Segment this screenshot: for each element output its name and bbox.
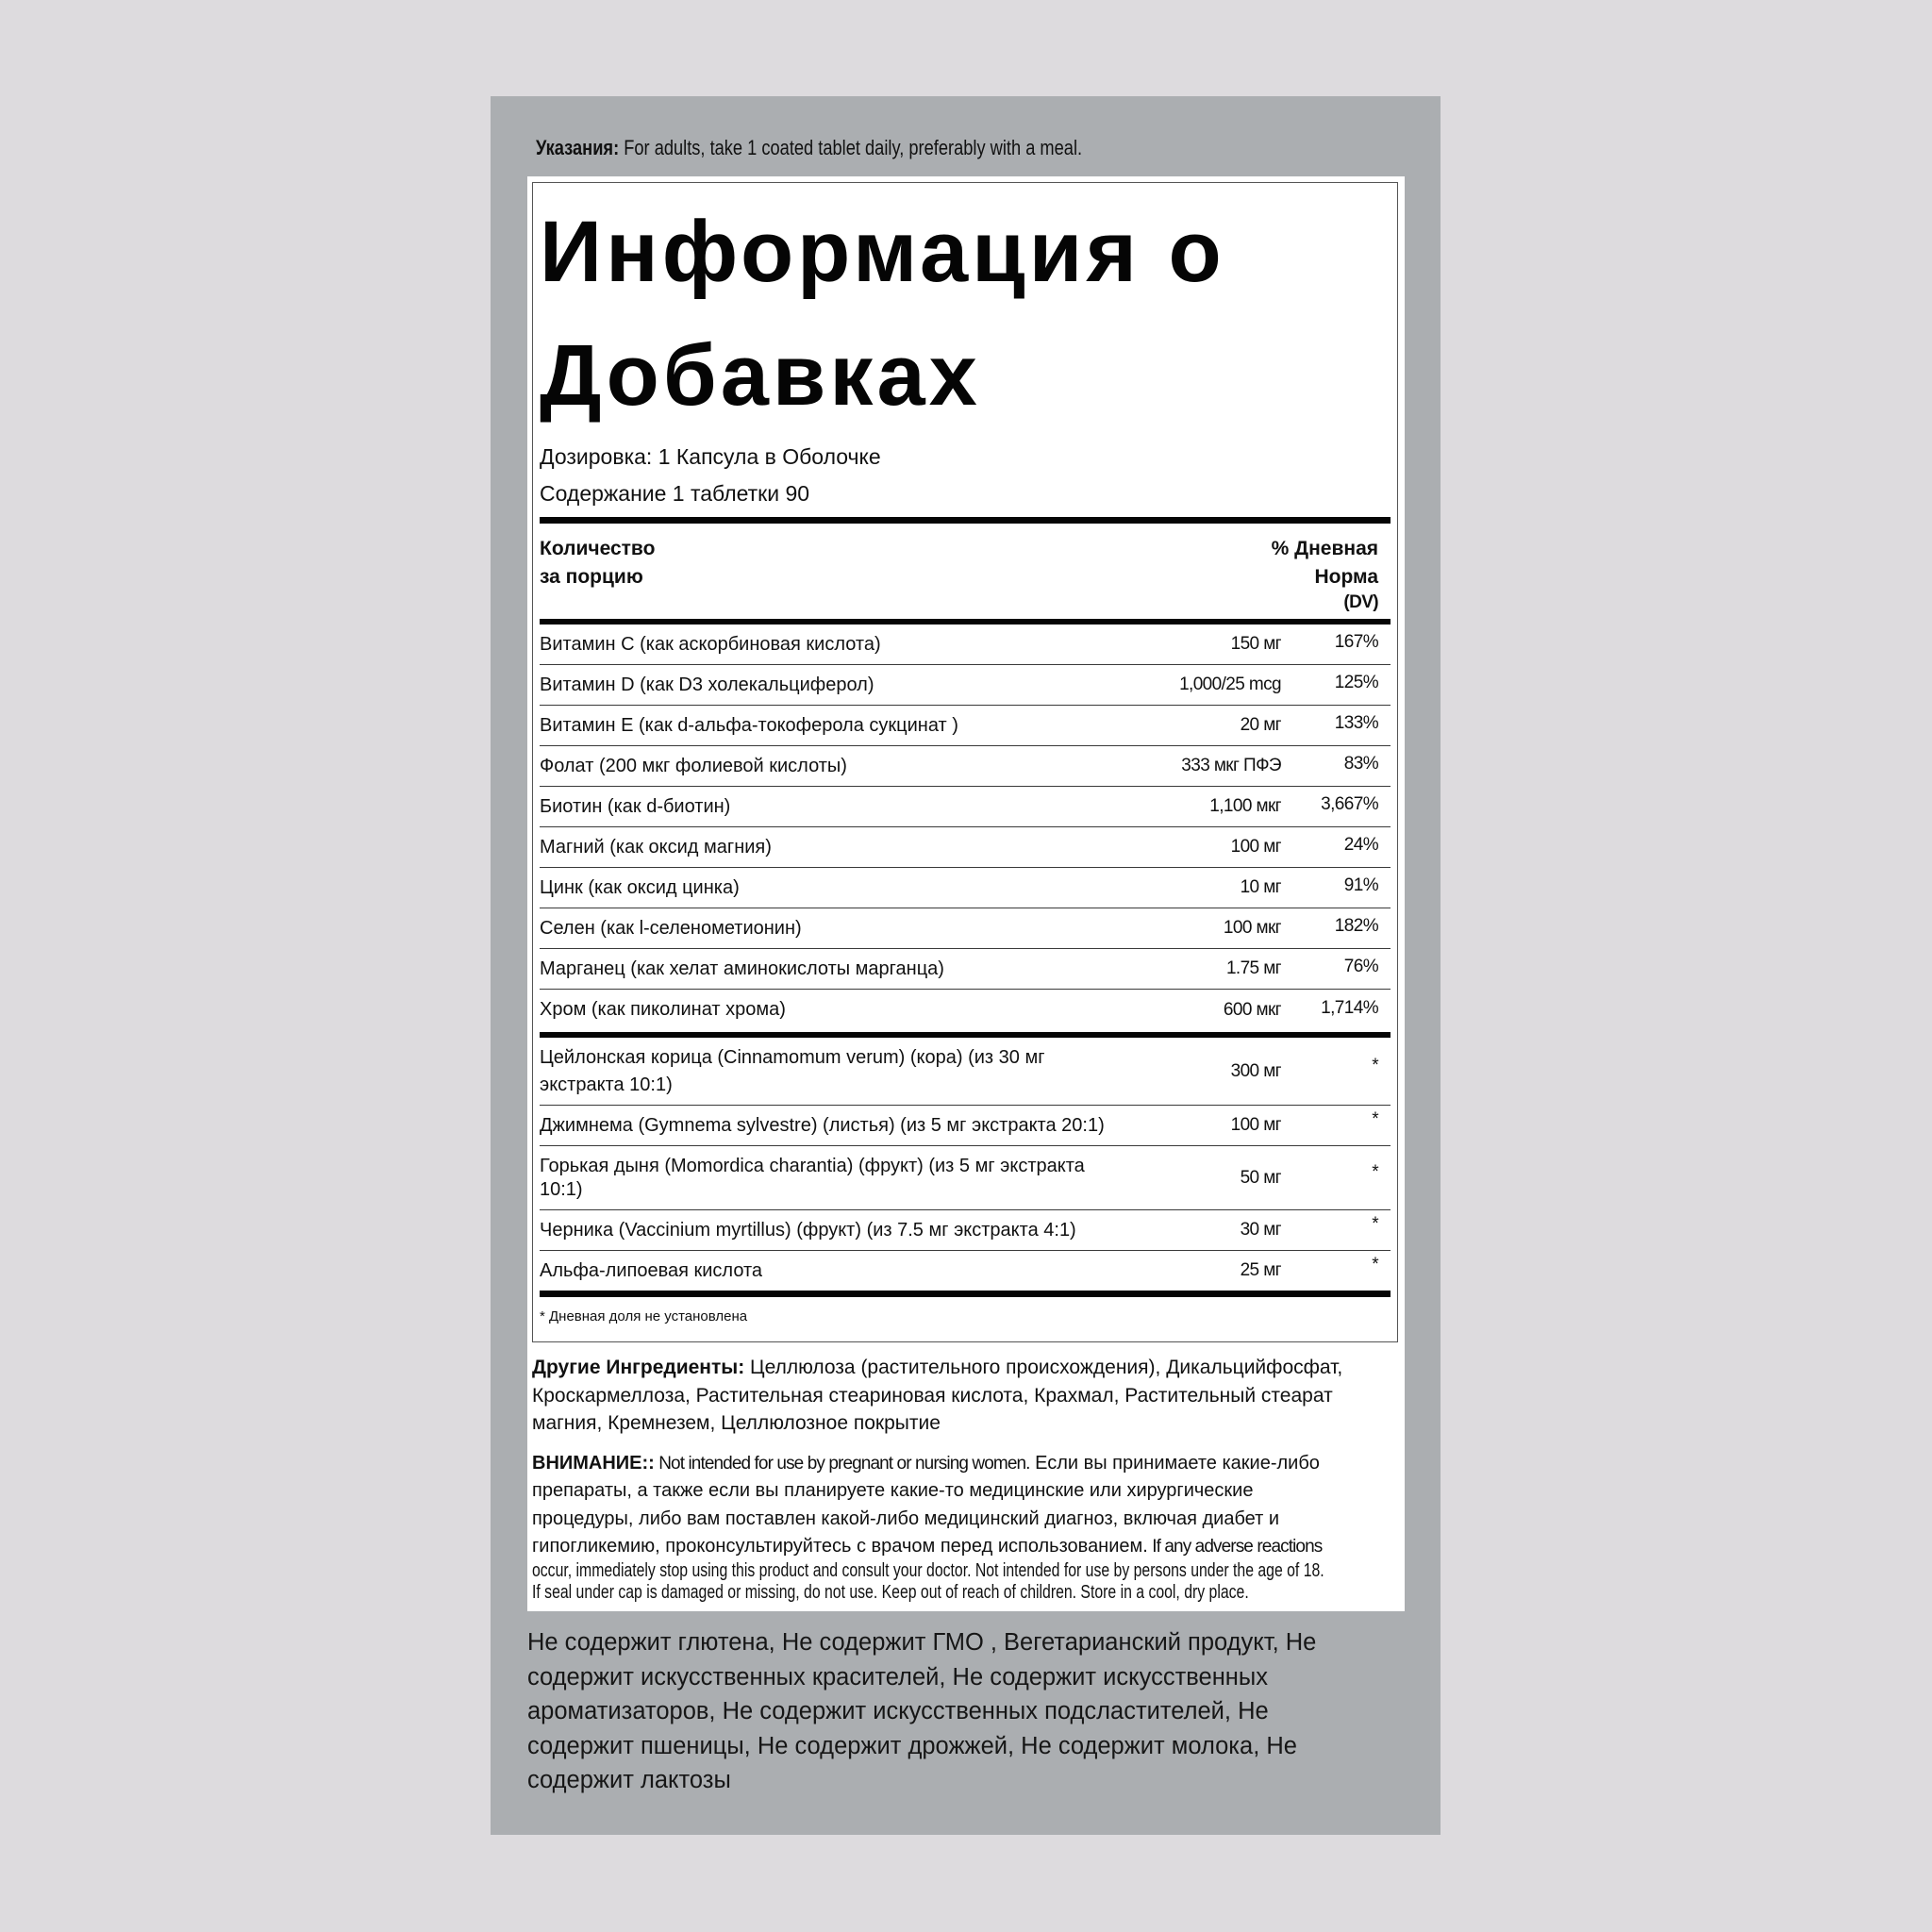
nutrient-daily-value: 182% [1334, 916, 1378, 936]
warning-line: occur, immediately stop using this product and consult your doctor. Not intended for use by persons under the age of 18. [532, 1560, 1324, 1582]
botanical-row [540, 1106, 1391, 1146]
nutrient-name: Витамин D (как D3 холекальциферол) [540, 674, 874, 695]
botanical-amount: 50 мг [1240, 1167, 1281, 1188]
daily-value-not-established-mark: * [1372, 1161, 1378, 1182]
nutrient-amount: 20 мг [1240, 715, 1281, 735]
botanical-amount: 25 мг [1240, 1260, 1281, 1280]
thick-rule [540, 517, 1391, 524]
label-panel [491, 96, 1441, 1835]
botanical-row [540, 1251, 1391, 1291]
nutrient-name: Фолат (200 мкг фолиевой кислоты) [540, 755, 847, 776]
botanical-amount: 100 мг [1230, 1115, 1281, 1135]
nutrient-daily-value: 91% [1343, 875, 1378, 895]
daily-value-header [540, 535, 1378, 614]
nutrient-row [540, 625, 1391, 665]
nutrient-daily-value: 24% [1343, 835, 1378, 855]
botanical-name-line: Цейлонская корица (Cinnamomum verum) (кора) (из 30 мг [540, 1047, 1045, 1068]
title-line-2: Добавках [540, 327, 981, 424]
nutrient-daily-value: 125% [1334, 673, 1378, 692]
nutrient-row [540, 990, 1391, 1030]
daily-value-not-established-mark: * [1372, 1109, 1378, 1129]
warning-line: препараты, а также если вы планируете какие-то медицинские или хирургические [532, 1480, 1254, 1502]
botanical-name [540, 1112, 1140, 1140]
nutrient-daily-value: 167% [1334, 632, 1378, 652]
free-from-claims [527, 1625, 1316, 1798]
nutrient-amount: 1,000/25 mcg [1179, 675, 1281, 694]
page-title [540, 191, 1225, 438]
nutrient-name: Цинк (как оксид цинка) [540, 876, 740, 898]
other-ingredients [532, 1354, 1342, 1438]
botanical-name-line: Горькая дыня (Momordica charantia) (фрукт) (из 5 мг экстракта [540, 1155, 1085, 1176]
directions-label: Указания: [536, 136, 620, 159]
directions [536, 136, 1082, 160]
warning-line: процедуры, либо вам поставлен какой-либо медицинский диагноз, включая диабет и [532, 1507, 1280, 1529]
nutrient-daily-value: 133% [1334, 713, 1378, 733]
botanicals-table [540, 1038, 1391, 1291]
supplement-facts-card [527, 176, 1405, 1611]
nutrient-amount: 1,100 мкг [1209, 796, 1281, 816]
nutrient-row [540, 827, 1391, 868]
nutrient-name: Хром (как пиколинат хрома) [540, 999, 786, 1021]
free-from-line: содержит лактозы [527, 1767, 731, 1793]
other-ingredients-label: Другие Ингредиенты: [532, 1357, 745, 1378]
botanical-row [540, 1146, 1391, 1210]
nutrient-row [540, 908, 1391, 949]
other-ingredients-line: Кроскармеллоза, Растительная стеариновая кислота, Крахмал, Растительный стеарат [532, 1384, 1333, 1407]
nutrient-name: Селен (как l-селенометионин) [540, 917, 802, 939]
free-from-line: содержит пшеницы, Не содержит дрожжей, Не содержит молока, Не [527, 1732, 1297, 1759]
warning-line: If seal under cap is damaged or missing, do not use. Keep out of reach of children. Store in a cool, dry place. [532, 1582, 1249, 1604]
nutrient-amount: 100 мкг [1223, 918, 1281, 938]
nutrient-name: Витамин C (как аскорбиновая кислота) [540, 633, 881, 655]
nutrient-amount: 150 мг [1230, 634, 1281, 654]
warning [532, 1450, 1535, 1604]
free-from-line: содержит искусственных красителей, Не содержит искусственных [527, 1663, 1268, 1690]
warning-line [532, 1533, 1535, 1560]
nutrient-row [540, 706, 1391, 746]
daily-value-not-established-mark: * [1372, 1055, 1378, 1075]
warning-text-ru: гипогликемию, проконсультируйтесь с врачом перед использованием. [532, 1535, 1148, 1557]
nutrient-amount: 100 мг [1230, 837, 1281, 857]
supplement-facts-box [532, 182, 1398, 1342]
header-amount-line-2: за порцию [540, 566, 643, 588]
warning-label: ВНИМАНИЕ:: [532, 1453, 655, 1474]
nutrient-daily-value: 76% [1343, 957, 1378, 976]
nutrient-name: Магний (как оксид магния) [540, 836, 772, 858]
botanical-name-line: Альфа-липоевая кислота [540, 1259, 763, 1281]
botanical-amount: 30 мг [1240, 1220, 1281, 1240]
nutrient-row [540, 868, 1391, 908]
header-amount-line-1: Количество [540, 538, 656, 559]
botanical-name [540, 1217, 1140, 1244]
header-dv-line-2: Норма [1314, 566, 1378, 588]
free-from-line: Не содержит глютена, Не содержит ГМО , Вегетарианский продукт, Не [527, 1629, 1317, 1656]
warning-text-en: Not intended for use by pregnant or nursing women. [654, 1454, 1030, 1474]
botanical-amount: 300 мг [1230, 1060, 1281, 1081]
nutrient-daily-value: 1,714% [1321, 997, 1378, 1018]
nutrient-amount: 10 мг [1240, 877, 1281, 897]
nutrient-row [540, 949, 1391, 990]
nutrient-name: Биотин (как d-биотин) [540, 795, 731, 817]
warning-line [532, 1450, 1535, 1477]
footnote: * Дневная доля не установлена [540, 1308, 748, 1324]
botanical-name [540, 1257, 1140, 1285]
nutrient-amount: 333 мкг ПФЭ [1181, 756, 1281, 775]
botanical-name-line: Джимнема (Gymnema sylvestre) (листья) (из 5 мг экстракта 20:1) [540, 1114, 1105, 1136]
nutrient-amount: 1.75 мг [1225, 958, 1281, 978]
nutrient-row [540, 746, 1391, 787]
thick-rule [540, 1291, 1391, 1297]
botanical-name [540, 1155, 1140, 1202]
header-dv-line-1: % Дневная [1271, 538, 1378, 559]
botanical-name [540, 1044, 1140, 1098]
nutrient-name: Витамин E (как d-альфа-токоферола сукцинат ) [540, 714, 958, 736]
nutrient-row [540, 665, 1391, 706]
free-from-line: ароматизаторов, Не содержит искусственных подсластителей, Не [527, 1698, 1269, 1724]
title-line-1: Информация о [540, 204, 1225, 300]
other-ingredients-line: магния, Кремнезем, Целлюлозное покрытие [532, 1412, 941, 1434]
nutrient-daily-value: 3,667% [1321, 794, 1378, 814]
warning-text-ru: Если вы принимаете какие-либо [1029, 1453, 1320, 1474]
nutrient-daily-value: 83% [1343, 754, 1378, 774]
nutrient-row [540, 787, 1391, 827]
daily-value-not-established-mark: * [1372, 1255, 1378, 1274]
warning-text-en: If any adverse reactions [1147, 1536, 1323, 1557]
header-dv-line-3: (DV) [1343, 592, 1378, 612]
serving-size: Дозировка: 1 Капсула в Оболочке [540, 444, 881, 469]
daily-value-not-established-mark: * [1372, 1214, 1378, 1234]
nutrient-name: Марганец (как хелат аминокислоты марганца) [540, 958, 944, 979]
botanical-row [540, 1038, 1391, 1106]
nutrients-table [540, 625, 1391, 1030]
servings-per-container: Содержание 1 таблетки 90 [540, 481, 810, 506]
botanical-name-line: экстракта 10:1) [540, 1074, 673, 1095]
other-ingredients-line [532, 1354, 1342, 1382]
botanical-row [540, 1210, 1391, 1251]
botanical-name-line: 10:1) [540, 1178, 583, 1200]
other-ingredients-text: Целлюлоза (растительного происхождения), Дикальцийфосфат, [744, 1357, 1343, 1378]
botanical-name-line: Черника (Vaccinium myrtillus) (фрукт) (из 7.5 мг экстракта 4:1) [540, 1219, 1076, 1241]
nutrient-amount: 600 мкг [1223, 999, 1281, 1020]
directions-text: For adults, take 1 coated tablet daily, preferably with a meal. [619, 136, 1083, 159]
